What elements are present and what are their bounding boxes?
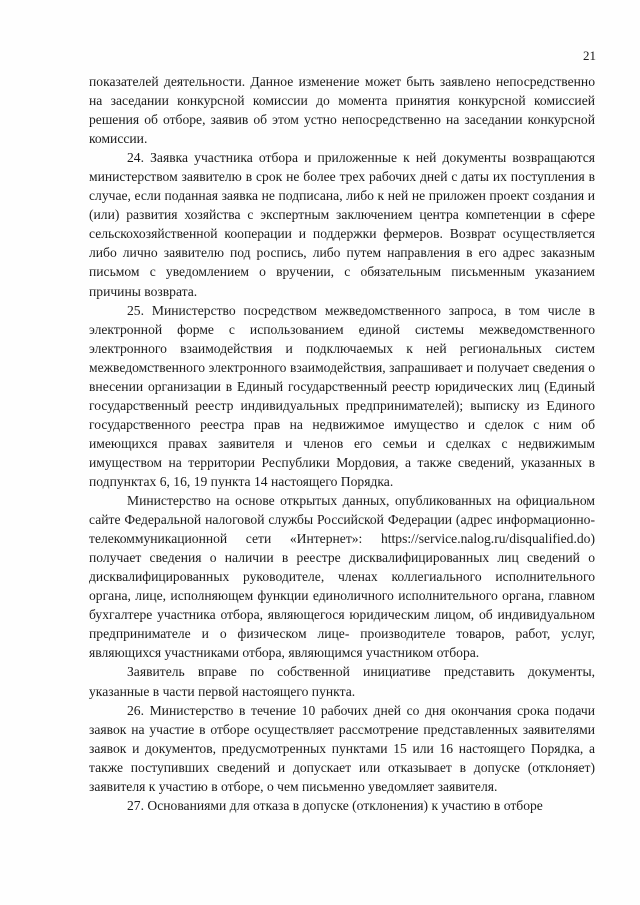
document-body <box>89 72 595 815</box>
paragraph-item-27: 27. Основаниями для отказа в допуске (отклонения) к участию в отборе <box>127 797 543 813</box>
paragraph-item-26: 26. Министерство в течение 10 рабочих дней со дня окончания срока подачи заявок на участие в отборе осуществляет рассмотрение представленных заявителями заявок и документов, предусмотренных пунктами 15 или 16 настоящего Порядка, а также поступивших сведений и допускает или отказывает в допуске (отклоняет) заявителя к участию в отборе, о чем письменно уведомляет заявителя. <box>89 702 595 794</box>
paragraph-item-24: 24. Заявка участника отбора и приложенные к ней документы возвращаются министерством заявителю в срок не более трех рабочих дней с даты их поступления в случае, если поданная заявка не подписана, либо к ней не приложен проект создания и (или) развития хозяйства с экспертным заключением центра компетенции в сфере сельскохозяйственной кооперации и поддержки фермеров. Возврат осуществляется либо лично заявителю под роспись, либо путем направления в его адрес заказным письмом с уведомлением о вручении, с обязательным письменным указанием причины возврата. <box>89 150 595 299</box>
paragraph-open-data: Министерство на основе открытых данных, опубликованных на официальном сайте Федеральной налоговой службы Российской Федерации (адрес информационно-телекоммуникационной сети «Интернет»: https://service.nalog.ru/disqualified.do) получает сведения о наличии в реестре дисквалифицированных лиц сведений о дисквалифицированных руководителе, членах коллегиального исполнительного органа, лице, исполняющем функции единоличного исполнительного органа, главном бухгалтере участника отбора, являющегося юридическим лицом, об индивидуальном предпринимателе и о физическом лице- производителе товаров, работ, услуг, являющихся участниками отбора, являющимся участником отбора. <box>89 493 595 661</box>
paragraph-continuation: показателей деятельности. Данное изменение может быть заявлено непосредственно на заседании конкурсной комиссии до момента принятия конкурсной комиссией решения об отборе, заявив об этом устно непосредственно на заседании конкурсной комиссии. <box>89 74 595 147</box>
page-number: 21 <box>583 48 596 63</box>
paragraph-initiative: Заявитель вправе по собственной инициативе представить документы, указанные в части первой настоящего пункта. <box>89 664 595 699</box>
paragraph-item-25: 25. Министерство посредством межведомственного запроса, в том числе в электронной форме с использованием единой системы межведомственного электронного взаимодействия и подключаемых к ней региональных систем межведомственного электронного взаимодействия, запрашивает и получает сведения о внесении организации в Единый государственный реестр юридических лиц (Единый государственный реестр индивидуальных предпринимателей); выписку из Единого государственного реестра прав на недвижимое имущество и сделок с ним об имеющихся правах заявителя и членов его семьи и сделках с недвижимым имуществом на территории Республики Мордовия, а также сведений, указанных в подпунктах 6, 16, 19 пункта 14 настоящего Порядка. <box>89 302 595 489</box>
